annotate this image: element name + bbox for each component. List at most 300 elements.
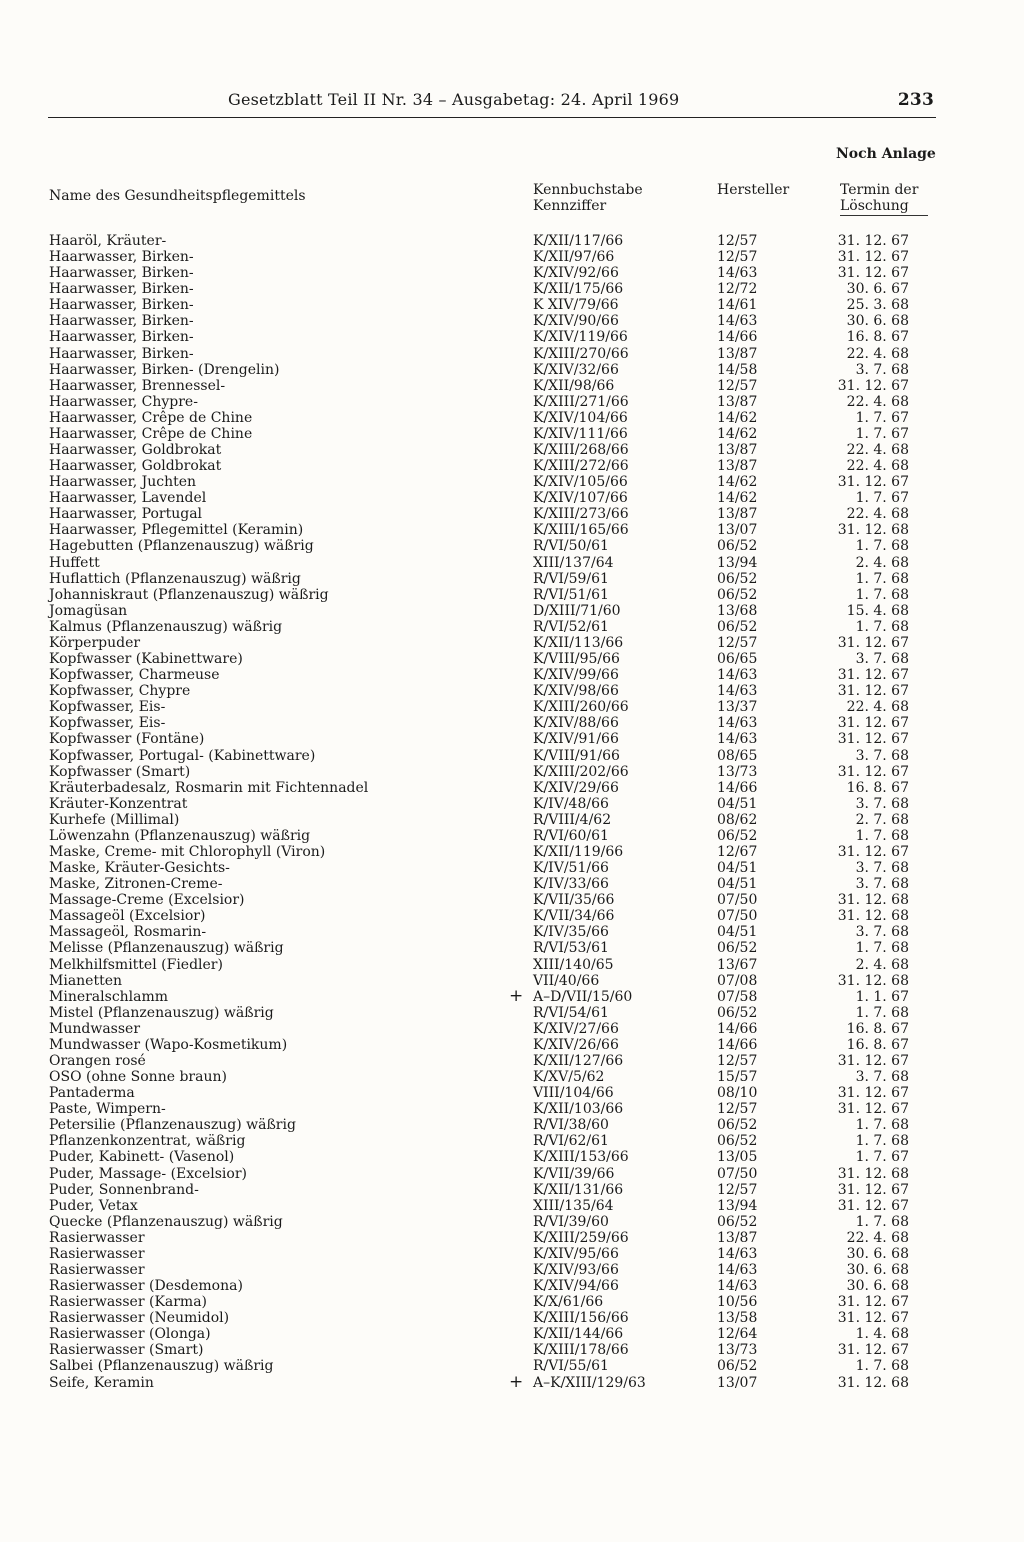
row-hersteller: 14/62 bbox=[717, 425, 758, 442]
column-header-kenn bbox=[533, 182, 643, 214]
table-row bbox=[0, 619, 1024, 635]
row-name: Maske, Zitronen-Creme- bbox=[49, 876, 223, 893]
row-termin: 22. 4. 68 bbox=[846, 458, 909, 475]
table-row bbox=[0, 892, 1024, 908]
row-kennziffer: K XIV/79/66 bbox=[533, 297, 619, 314]
row-hersteller: 07/50 bbox=[717, 892, 758, 909]
row-termin: 22. 4. 68 bbox=[846, 442, 909, 459]
row-termin: 3. 7. 68 bbox=[855, 924, 909, 941]
row-termin: 22. 4. 68 bbox=[846, 345, 909, 362]
row-termin: 31. 12. 67 bbox=[837, 1101, 909, 1118]
row-name: Kopfwasser, Chypre bbox=[49, 683, 191, 700]
row-name: Kopfwasser (Kabinettware) bbox=[49, 651, 243, 668]
table-row bbox=[0, 731, 1024, 747]
row-termin: 1. 7. 68 bbox=[855, 1117, 909, 1134]
row-hersteller: 12/72 bbox=[717, 281, 758, 298]
row-hersteller: 14/63 bbox=[717, 313, 758, 330]
row-kennziffer: K/XIV/88/66 bbox=[533, 715, 619, 732]
table-row bbox=[0, 1294, 1024, 1310]
table-row bbox=[0, 506, 1024, 522]
row-kennziffer: XIII/137/64 bbox=[533, 554, 614, 571]
row-kennziffer: VIII/104/66 bbox=[533, 1085, 614, 1102]
row-name: Puder, Vetax bbox=[49, 1197, 138, 1214]
row-kennziffer: R/VI/53/61 bbox=[533, 940, 609, 957]
row-kennziffer: K/XII/119/66 bbox=[533, 843, 624, 860]
row-kennziffer: K/X/61/66 bbox=[533, 1294, 604, 1311]
row-kennziffer: K/XIII/202/66 bbox=[533, 763, 629, 780]
row-hersteller: 13/87 bbox=[717, 458, 758, 475]
row-hersteller: 04/51 bbox=[717, 860, 758, 877]
row-termin: 31. 12. 67 bbox=[837, 1085, 909, 1102]
row-name: Kurhefe (Millimal) bbox=[49, 811, 180, 828]
row-hersteller: 04/51 bbox=[717, 924, 758, 941]
table-row bbox=[0, 233, 1024, 249]
row-hersteller: 13/87 bbox=[717, 393, 758, 410]
row-kennziffer: XIII/135/64 bbox=[533, 1197, 614, 1214]
table-row bbox=[0, 522, 1024, 538]
row-kennziffer: R/VI/54/61 bbox=[533, 1004, 609, 1021]
row-termin: 31. 12. 68 bbox=[837, 908, 909, 925]
row-name: Seife, Keramin bbox=[49, 1374, 154, 1391]
table-row bbox=[0, 378, 1024, 394]
table-row bbox=[0, 715, 1024, 731]
row-kennziffer: A–D/VII/15/60 bbox=[533, 988, 633, 1005]
row-kennziffer: A–K/XIII/129/63 bbox=[533, 1374, 646, 1391]
table-row bbox=[0, 1262, 1024, 1278]
row-name: Haarwasser, Goldbrokat bbox=[49, 442, 222, 459]
row-hersteller: 08/65 bbox=[717, 747, 758, 764]
table-row bbox=[0, 490, 1024, 506]
table-row bbox=[0, 1021, 1024, 1037]
row-kennziffer: R/VI/39/60 bbox=[533, 1213, 609, 1230]
row-hersteller: 10/56 bbox=[717, 1294, 758, 1311]
row-name: Orangen rosé bbox=[49, 1052, 146, 1069]
row-termin: 22. 4. 68 bbox=[846, 506, 909, 523]
table-row bbox=[0, 265, 1024, 281]
row-kennziffer: VII/40/66 bbox=[533, 972, 600, 989]
row-hersteller: 04/51 bbox=[717, 795, 758, 812]
row-termin: 31. 12. 67 bbox=[837, 1310, 909, 1327]
row-name: Haarwasser, Lavendel bbox=[49, 490, 207, 507]
row-hersteller: 07/50 bbox=[717, 908, 758, 925]
table-row bbox=[0, 780, 1024, 796]
row-termin: 30. 6. 68 bbox=[846, 313, 909, 330]
row-name: Mistel (Pflanzenauszug) wäßrig bbox=[49, 1004, 274, 1021]
row-hersteller: 06/65 bbox=[717, 651, 758, 668]
table-row bbox=[0, 860, 1024, 876]
row-termin: 31. 12. 67 bbox=[837, 683, 909, 700]
row-hersteller: 13/67 bbox=[717, 956, 758, 973]
row-hersteller: 13/94 bbox=[717, 1197, 758, 1214]
termin-underline bbox=[840, 215, 928, 216]
table-row bbox=[0, 1101, 1024, 1117]
row-name: Haarwasser, Portugal bbox=[49, 506, 203, 523]
row-kennziffer: K/XIV/95/66 bbox=[533, 1245, 619, 1262]
row-termin: 1. 7. 68 bbox=[855, 1004, 909, 1021]
table-row bbox=[0, 748, 1024, 764]
table-row bbox=[0, 667, 1024, 683]
row-termin: 2. 4. 68 bbox=[855, 554, 909, 571]
row-kennziffer: K/XIII/178/66 bbox=[533, 1342, 629, 1359]
row-hersteller: 08/10 bbox=[717, 1085, 758, 1102]
table-row bbox=[0, 571, 1024, 587]
row-name: Haarwasser, Juchten bbox=[49, 474, 197, 491]
row-kennziffer: K/XIII/165/66 bbox=[533, 522, 629, 539]
table-row bbox=[0, 985, 1024, 1006]
row-hersteller: 12/57 bbox=[717, 233, 758, 249]
row-name: OSO (ohne Sonne braun) bbox=[49, 1069, 227, 1086]
table-row bbox=[0, 362, 1024, 378]
row-termin: 3. 7. 68 bbox=[855, 795, 909, 812]
row-hersteller: 07/50 bbox=[717, 1165, 758, 1182]
row-termin: 1. 7. 68 bbox=[855, 827, 909, 844]
row-termin: 31. 12. 67 bbox=[837, 1052, 909, 1069]
row-kennziffer: K/XIII/270/66 bbox=[533, 345, 629, 362]
row-hersteller: 12/57 bbox=[717, 1101, 758, 1118]
table-row bbox=[0, 281, 1024, 297]
row-name: Kopfwasser, Charmeuse bbox=[49, 667, 220, 684]
row-name: Puder, Sonnenbrand- bbox=[49, 1181, 199, 1198]
row-name: Haarwasser, Birken- bbox=[49, 313, 194, 330]
row-hersteller: 14/61 bbox=[717, 297, 758, 314]
page-header bbox=[48, 90, 934, 116]
row-name: Haarwasser, Brennessel- bbox=[49, 377, 226, 394]
row-hersteller: 13/07 bbox=[717, 1374, 758, 1391]
row-hersteller: 14/66 bbox=[717, 329, 758, 346]
row-hersteller: 13/07 bbox=[717, 522, 758, 539]
row-kennziffer: K/IV/33/66 bbox=[533, 876, 609, 893]
row-termin: 31. 12. 67 bbox=[837, 377, 909, 394]
row-kennziffer: K/XIV/90/66 bbox=[533, 313, 619, 330]
row-kennziffer: K/XIII/268/66 bbox=[533, 442, 629, 459]
row-termin: 3. 7. 68 bbox=[855, 747, 909, 764]
row-kennziffer: K/XIII/153/66 bbox=[533, 1149, 629, 1166]
table-row bbox=[0, 844, 1024, 860]
row-termin: 31. 12. 67 bbox=[837, 634, 909, 651]
row-kennziffer: R/VI/59/61 bbox=[533, 570, 609, 587]
row-kennziffer: K/XIV/105/66 bbox=[533, 474, 628, 491]
row-name: Kräuterbadesalz, Rosmarin mit Fichtennadel bbox=[49, 779, 369, 796]
row-termin: 31. 12. 67 bbox=[837, 233, 909, 249]
row-name: Löwenzahn (Pflanzenauszug) wäßrig bbox=[49, 827, 311, 844]
row-hersteller: 13/73 bbox=[717, 763, 758, 780]
row-hersteller: 13/37 bbox=[717, 699, 758, 716]
row-name: Kalmus (Pflanzenauszug) wäßrig bbox=[49, 618, 283, 635]
table-row bbox=[0, 1230, 1024, 1246]
row-name: Haarwasser, Birken- bbox=[49, 297, 194, 314]
row-termin: 1. 7. 68 bbox=[855, 570, 909, 587]
row-hersteller: 14/58 bbox=[717, 361, 758, 378]
row-kennziffer: R/VIII/4/62 bbox=[533, 811, 612, 828]
table-row bbox=[0, 1133, 1024, 1149]
table-row bbox=[0, 442, 1024, 458]
row-termin: 31. 12. 67 bbox=[837, 763, 909, 780]
row-hersteller: 07/08 bbox=[717, 972, 758, 989]
row-name: Jomagüsan bbox=[49, 602, 128, 619]
row-kennziffer: R/VI/62/61 bbox=[533, 1133, 609, 1150]
row-kennziffer: K/XIII/156/66 bbox=[533, 1310, 629, 1327]
row-name: Rasierwasser (Karma) bbox=[49, 1294, 208, 1311]
table-row bbox=[0, 603, 1024, 619]
row-termin: 31. 12. 67 bbox=[837, 249, 909, 266]
row-kennziffer: R/VI/50/61 bbox=[533, 538, 609, 555]
table-row bbox=[0, 1085, 1024, 1101]
row-name: Haarwasser, Crêpe de Chine bbox=[49, 425, 253, 442]
row-name: Haarwasser, Pflegemittel (Keramin) bbox=[49, 522, 304, 539]
row-hersteller: 13/05 bbox=[717, 1149, 758, 1166]
table-row bbox=[0, 957, 1024, 973]
table-row bbox=[0, 1326, 1024, 1342]
table-row bbox=[0, 1214, 1024, 1230]
row-hersteller: 14/63 bbox=[717, 265, 758, 282]
table-row bbox=[0, 1371, 1024, 1392]
row-termin: 1. 1. 67 bbox=[855, 988, 909, 1005]
row-hersteller: 06/52 bbox=[717, 1358, 758, 1375]
row-hersteller: 12/57 bbox=[717, 377, 758, 394]
row-hersteller: 14/62 bbox=[717, 490, 758, 507]
row-hersteller: 13/94 bbox=[717, 554, 758, 571]
row-termin: 31. 12. 67 bbox=[837, 1197, 909, 1214]
row-name: Paste, Wimpern- bbox=[49, 1101, 166, 1118]
table-row bbox=[0, 1053, 1024, 1069]
row-hersteller: 13/87 bbox=[717, 1229, 758, 1246]
row-hersteller: 06/52 bbox=[717, 570, 758, 587]
row-name: Kopfwasser, Portugal- (Kabinettware) bbox=[49, 747, 316, 764]
row-name: Massageöl, Rosmarin- bbox=[49, 924, 207, 941]
row-name: Maske, Creme- mit Chlorophyll (Viron) bbox=[49, 843, 326, 860]
table-row bbox=[0, 924, 1024, 940]
header-title: Gesetzblatt Teil II Nr. 34 – Ausgabetag: 24. April 1969 bbox=[228, 90, 680, 109]
row-name: Melkhilfsmittel (Fiedler) bbox=[49, 956, 223, 973]
table-row bbox=[0, 394, 1024, 410]
row-name: Haaröl, Kräuter- bbox=[49, 233, 167, 249]
table-row bbox=[0, 1005, 1024, 1021]
row-kennziffer: K/XIV/26/66 bbox=[533, 1036, 619, 1053]
row-termin: 16. 8. 67 bbox=[846, 779, 909, 796]
row-kennziffer: K/XIV/29/66 bbox=[533, 779, 619, 796]
row-name: Kopfwasser, Eis- bbox=[49, 699, 166, 716]
row-hersteller: 14/63 bbox=[717, 731, 758, 748]
row-kennziffer: XIII/140/65 bbox=[533, 956, 614, 973]
row-kennziffer: K/VII/39/66 bbox=[533, 1165, 615, 1182]
row-termin: 31. 12. 68 bbox=[837, 1165, 909, 1182]
row-termin: 31. 12. 67 bbox=[837, 1294, 909, 1311]
header-rule bbox=[48, 117, 936, 118]
row-name: Haarwasser, Birken- (Drengelin) bbox=[49, 361, 280, 378]
row-kennziffer: K/IV/48/66 bbox=[533, 795, 609, 812]
row-termin: 2. 4. 68 bbox=[855, 956, 909, 973]
row-termin: 31. 12. 67 bbox=[837, 731, 909, 748]
row-hersteller: 12/57 bbox=[717, 634, 758, 651]
row-name: Haarwasser, Birken- bbox=[49, 329, 194, 346]
row-hersteller: 13/87 bbox=[717, 345, 758, 362]
row-termin: 3. 7. 68 bbox=[855, 651, 909, 668]
row-kennziffer: K/IV/35/66 bbox=[533, 924, 609, 941]
row-name: Rasierwasser bbox=[49, 1245, 145, 1262]
row-kennziffer: K/XIV/92/66 bbox=[533, 265, 619, 282]
row-name: Massageöl (Excelsior) bbox=[49, 908, 206, 925]
row-termin: 1. 7. 68 bbox=[855, 1213, 909, 1230]
table-row bbox=[0, 1117, 1024, 1133]
table-row bbox=[0, 249, 1024, 265]
row-kennziffer: K/XIV/111/66 bbox=[533, 425, 628, 442]
table-row bbox=[0, 587, 1024, 603]
row-hersteller: 14/63 bbox=[717, 1262, 758, 1278]
row-name: Mundwasser (Wapo-Kosmetikum) bbox=[49, 1036, 288, 1053]
row-name: Haarwasser, Birken- bbox=[49, 281, 194, 298]
row-termin: 1. 7. 67 bbox=[855, 490, 909, 507]
column-header-termin bbox=[840, 182, 918, 214]
row-name: Haarwasser, Chypre- bbox=[49, 393, 198, 410]
row-hersteller: 12/57 bbox=[717, 1052, 758, 1069]
row-kennziffer: K/XIV/98/66 bbox=[533, 683, 619, 700]
row-name: Kräuter-Konzentrat bbox=[49, 795, 188, 812]
row-name: Salbei (Pflanzenauszug) wäßrig bbox=[49, 1358, 274, 1375]
column-header-termin-line1: Termin der bbox=[840, 182, 919, 198]
row-termin: 2. 7. 68 bbox=[855, 811, 909, 828]
row-name: Mineralschlamm bbox=[49, 988, 169, 1005]
row-termin: 1. 7. 67 bbox=[855, 409, 909, 426]
table-row bbox=[0, 1149, 1024, 1165]
row-name: Haarwasser, Birken- bbox=[49, 265, 194, 282]
row-termin: 16. 8. 67 bbox=[846, 1020, 909, 1037]
row-kennziffer: D/XIII/71/60 bbox=[533, 602, 621, 619]
row-termin: 30. 6. 67 bbox=[846, 281, 909, 298]
table-row bbox=[0, 1037, 1024, 1053]
table-row bbox=[0, 940, 1024, 956]
row-hersteller: 14/63 bbox=[717, 1278, 758, 1295]
row-name: Johanniskraut (Pflanzenauszug) wäßrig bbox=[49, 586, 329, 603]
row-name: Rasierwasser bbox=[49, 1262, 145, 1278]
row-kennziffer: K/XIII/259/66 bbox=[533, 1229, 629, 1246]
row-kennziffer: K/XV/5/62 bbox=[533, 1069, 605, 1086]
row-termin: 1. 7. 68 bbox=[855, 1133, 909, 1150]
row-termin: 1. 7. 68 bbox=[855, 1358, 909, 1375]
row-name: Melisse (Pflanzenauszug) wäßrig bbox=[49, 940, 284, 957]
row-hersteller: 12/57 bbox=[717, 249, 758, 266]
row-hersteller: 04/51 bbox=[717, 876, 758, 893]
row-termin: 31. 12. 67 bbox=[837, 667, 909, 684]
row-termin: 31. 12. 67 bbox=[837, 265, 909, 282]
row-hersteller: 06/52 bbox=[717, 586, 758, 603]
row-kennziffer: K/VIII/91/66 bbox=[533, 747, 620, 764]
row-kennziffer: K/XIV/99/66 bbox=[533, 667, 619, 684]
row-termin: 1. 7. 68 bbox=[855, 586, 909, 603]
row-name: Massage-Creme (Excelsior) bbox=[49, 892, 245, 909]
table-row bbox=[0, 313, 1024, 329]
row-name: Haarwasser, Birken- bbox=[49, 345, 194, 362]
row-termin: 30. 6. 68 bbox=[846, 1262, 909, 1278]
row-hersteller: 14/62 bbox=[717, 409, 758, 426]
row-termin: 1. 7. 68 bbox=[855, 940, 909, 957]
row-kennziffer: K/XII/103/66 bbox=[533, 1101, 624, 1118]
row-kennziffer: K/XIV/94/66 bbox=[533, 1278, 619, 1295]
row-termin: 22. 4. 68 bbox=[846, 699, 909, 716]
row-kennziffer: R/VI/51/61 bbox=[533, 586, 609, 603]
row-hersteller: 13/68 bbox=[717, 602, 758, 619]
row-kennziffer: R/VI/38/60 bbox=[533, 1117, 609, 1134]
column-header-name: Name des Gesundheitspflegemittels bbox=[49, 188, 306, 204]
row-name: Pflanzenkonzentrat, wäßrig bbox=[49, 1133, 246, 1150]
row-mark: + bbox=[509, 1371, 524, 1392]
row-kennziffer: K/XIII/272/66 bbox=[533, 458, 629, 475]
row-hersteller: 07/58 bbox=[717, 988, 758, 1005]
row-kennziffer: K/XIV/104/66 bbox=[533, 409, 628, 426]
row-mark: + bbox=[509, 985, 524, 1006]
row-termin: 3. 7. 68 bbox=[855, 876, 909, 893]
table-row bbox=[0, 764, 1024, 780]
row-name: Puder, Massage- (Excelsior) bbox=[49, 1165, 247, 1182]
row-hersteller: 14/63 bbox=[717, 667, 758, 684]
row-name: Pantaderma bbox=[49, 1085, 135, 1102]
row-termin: 1. 7. 68 bbox=[855, 538, 909, 555]
row-name: Kopfwasser (Smart) bbox=[49, 763, 191, 780]
table-row bbox=[0, 1198, 1024, 1214]
table-row bbox=[0, 1310, 1024, 1326]
row-termin: 31. 12. 68 bbox=[837, 522, 909, 539]
row-kennziffer: K/VII/35/66 bbox=[533, 892, 615, 909]
row-name: Körperpuder bbox=[49, 634, 141, 651]
row-kennziffer: R/VI/52/61 bbox=[533, 618, 609, 635]
row-termin: 22. 4. 68 bbox=[846, 1229, 909, 1246]
table-row bbox=[0, 1166, 1024, 1182]
row-kennziffer: K/XIV/93/66 bbox=[533, 1262, 619, 1278]
row-termin: 31. 12. 67 bbox=[837, 843, 909, 860]
row-termin: 31. 12. 67 bbox=[837, 715, 909, 732]
row-name: Kopfwasser (Fontäne) bbox=[49, 731, 205, 748]
row-kennziffer: K/XII/117/66 bbox=[533, 233, 624, 249]
column-header-kenn-line1: Kennbuchstabe bbox=[533, 182, 643, 198]
row-hersteller: 14/62 bbox=[717, 474, 758, 491]
row-hersteller: 13/87 bbox=[717, 442, 758, 459]
table-row bbox=[0, 812, 1024, 828]
row-hersteller: 14/63 bbox=[717, 683, 758, 700]
row-hersteller: 08/62 bbox=[717, 811, 758, 828]
row-hersteller: 12/67 bbox=[717, 843, 758, 860]
row-hersteller: 13/87 bbox=[717, 506, 758, 523]
table-row bbox=[0, 828, 1024, 844]
row-termin: 3. 7. 68 bbox=[855, 860, 909, 877]
row-termin: 1. 4. 68 bbox=[855, 1326, 909, 1343]
table-row bbox=[0, 908, 1024, 924]
row-hersteller: 15/57 bbox=[717, 1069, 758, 1086]
row-hersteller: 14/63 bbox=[717, 1245, 758, 1262]
row-kennziffer: K/VIII/95/66 bbox=[533, 651, 620, 668]
row-name: Petersilie (Pflanzenauszug) wäßrig bbox=[49, 1117, 296, 1134]
row-name: Huflattich (Pflanzenauszug) wäßrig bbox=[49, 570, 301, 587]
row-termin: 31. 12. 68 bbox=[837, 892, 909, 909]
table-row bbox=[0, 1182, 1024, 1198]
table-row bbox=[0, 1069, 1024, 1085]
row-kennziffer: K/XIV/119/66 bbox=[533, 329, 628, 346]
page-number: 233 bbox=[897, 90, 934, 110]
row-termin: 16. 8. 67 bbox=[846, 1036, 909, 1053]
column-header-termin-line2: Löschung bbox=[840, 198, 909, 214]
row-kennziffer: K/XIII/273/66 bbox=[533, 506, 629, 523]
table-row bbox=[0, 297, 1024, 313]
row-kennziffer: K/XIV/107/66 bbox=[533, 490, 628, 507]
row-kennziffer: R/VI/55/61 bbox=[533, 1358, 609, 1375]
row-hersteller: 13/58 bbox=[717, 1310, 758, 1327]
row-termin: 31. 12. 68 bbox=[837, 972, 909, 989]
table-row bbox=[0, 796, 1024, 812]
row-kennziffer: K/XII/127/66 bbox=[533, 1052, 624, 1069]
row-kennziffer: K/XII/144/66 bbox=[533, 1326, 624, 1343]
row-hersteller: 14/66 bbox=[717, 1020, 758, 1037]
row-kennziffer: K/XIV/27/66 bbox=[533, 1020, 619, 1037]
row-hersteller: 12/64 bbox=[717, 1326, 758, 1343]
column-header-kenn-line2: Kennziffer bbox=[533, 198, 607, 214]
